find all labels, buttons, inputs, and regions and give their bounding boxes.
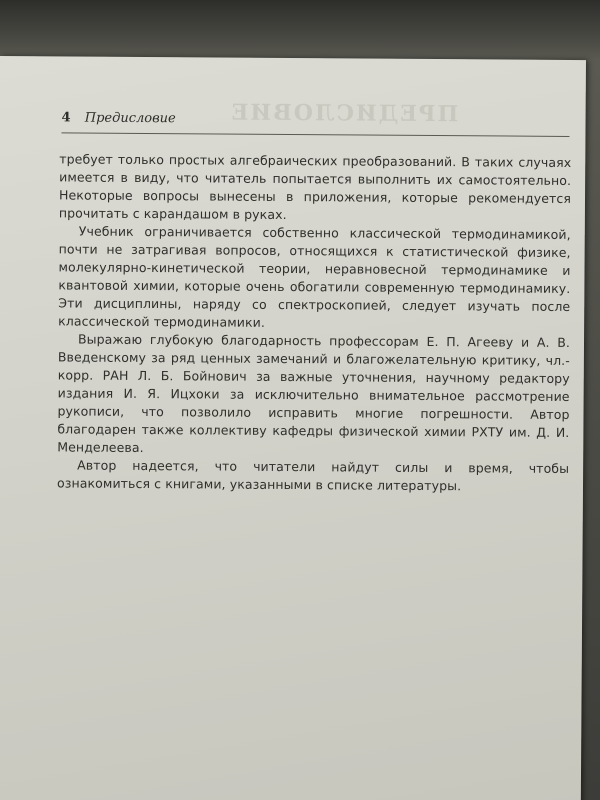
paragraph-continued: требует только простых алгебраических преобразований. В таких случаях имеется в виду, что читатель попытается выполнить их самостоятельно. Некоторые вопросы вынесены в приложения, которые рекомендуется прочитать с карандашом в руках. xyxy=(58,151,572,223)
running-header xyxy=(61,110,569,137)
paragraph-closing: Автор надеется, что читатели найдут силы и время, чтобы ознакомиться с книгами, указанными в списке литературы. xyxy=(56,457,570,494)
paragraph-acknowledgements: Выражаю глубокую благодарность профессорам Е. П. Агееву и А. В. Введенскому за ряд ценных замечаний и благожелательную критику, чл.-корр. РАН Л. Б. Бойнович за важные уточнения, научному редактору издания И. Я. Ицхоки за исключительно внимательное рассмотрение рукописи, что позволило исправить многие погрешности. Автор благодарен также коллективу кафедры физической химии РХТУ им. Д. И. Менделеева. xyxy=(57,331,571,456)
body-text xyxy=(57,150,571,496)
paragraph-scope: Учебник ограничивается собственно классической термодинамикой, почти не затрагивая вопросов, относящихся к статистической физике, молекулярно-кинетической теории, неравновесной термодинамике и квантовой химии, которые очень обогатили современную термодинамику. Эти дисциплины, наряду со спектроскопией, следует изучать после классической термодинамики. xyxy=(58,223,571,330)
section-title: Предисловие xyxy=(84,110,176,127)
book-page xyxy=(0,56,586,800)
show-through-title: ПРЕДИСЛОВИЕ xyxy=(229,99,459,128)
page-number: 4 xyxy=(61,110,71,126)
